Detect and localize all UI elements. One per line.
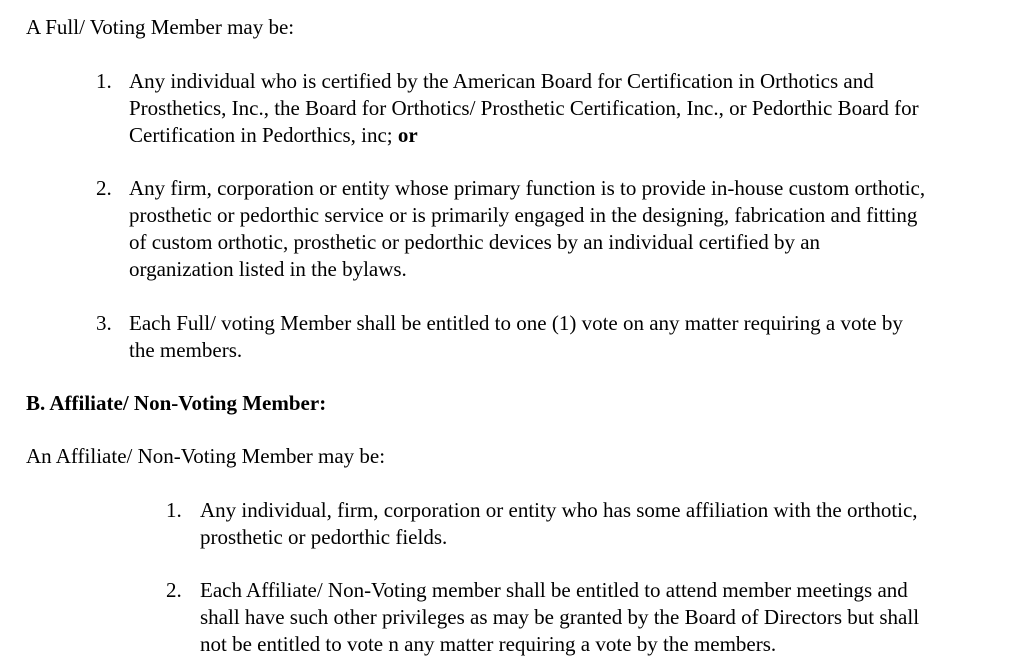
list-item-line: not be entitled to vote n any matter requiring a vote by the members.	[200, 632, 777, 656]
list-number: 1.	[166, 498, 182, 522]
list-item-line: Any individual who is certified by the American Board for Certification in Orthotics and	[129, 69, 874, 93]
list-item-line: Any firm, corporation or entity whose primary function is to provide in-house custom orthotic,	[129, 176, 926, 200]
list-number: 2.	[96, 176, 112, 200]
list-item	[96, 310, 903, 364]
section-a-intro: A Full/ Voting Member may be:	[26, 15, 295, 39]
list-item	[96, 175, 925, 283]
list-item-line: organization listed in the bylaws.	[129, 257, 407, 281]
list-item-line: Certification in Pedorthics, inc; or	[129, 123, 418, 147]
list-item-line: prosthetic or pedorthic fields.	[200, 525, 448, 549]
list-item-line: prosthetic or pedorthic service or is primarily engaged in the designing, fabrication and fitting	[129, 203, 918, 227]
list-item-line: Any individual, firm, corporation or entity who has some affiliation with the orthotic,	[200, 498, 918, 522]
section-b-heading: B. Affiliate/ Non-Voting Member:	[26, 391, 327, 415]
list-item-line: Each Full/ voting Member shall be entitled to one (1) vote on any matter requiring a vote by	[129, 311, 903, 335]
section-b-intro: An Affiliate/ Non-Voting Member may be:	[26, 444, 386, 468]
list-item-line: shall have such other privileges as may be granted by the Board of Directors but shall	[200, 605, 920, 629]
bold-conjunction: or	[397, 123, 418, 147]
list-item	[166, 497, 918, 551]
list-item	[96, 68, 919, 149]
list-item-line: the members.	[129, 338, 243, 362]
list-number: 2.	[166, 578, 182, 602]
list-item-line: Each Affiliate/ Non-Voting member shall be entitled to attend member meetings and	[200, 578, 908, 602]
list-number: 1.	[96, 69, 112, 93]
list-item	[166, 577, 919, 658]
list-item-line: Prosthetics, Inc., the Board for Orthotics/ Prosthetic Certification, Inc., or Pedorthic Board for	[129, 96, 919, 120]
list-number: 3.	[96, 311, 112, 335]
list-item-line: of custom orthotic, prosthetic or pedorthic devices by an individual certified by an	[129, 230, 821, 254]
